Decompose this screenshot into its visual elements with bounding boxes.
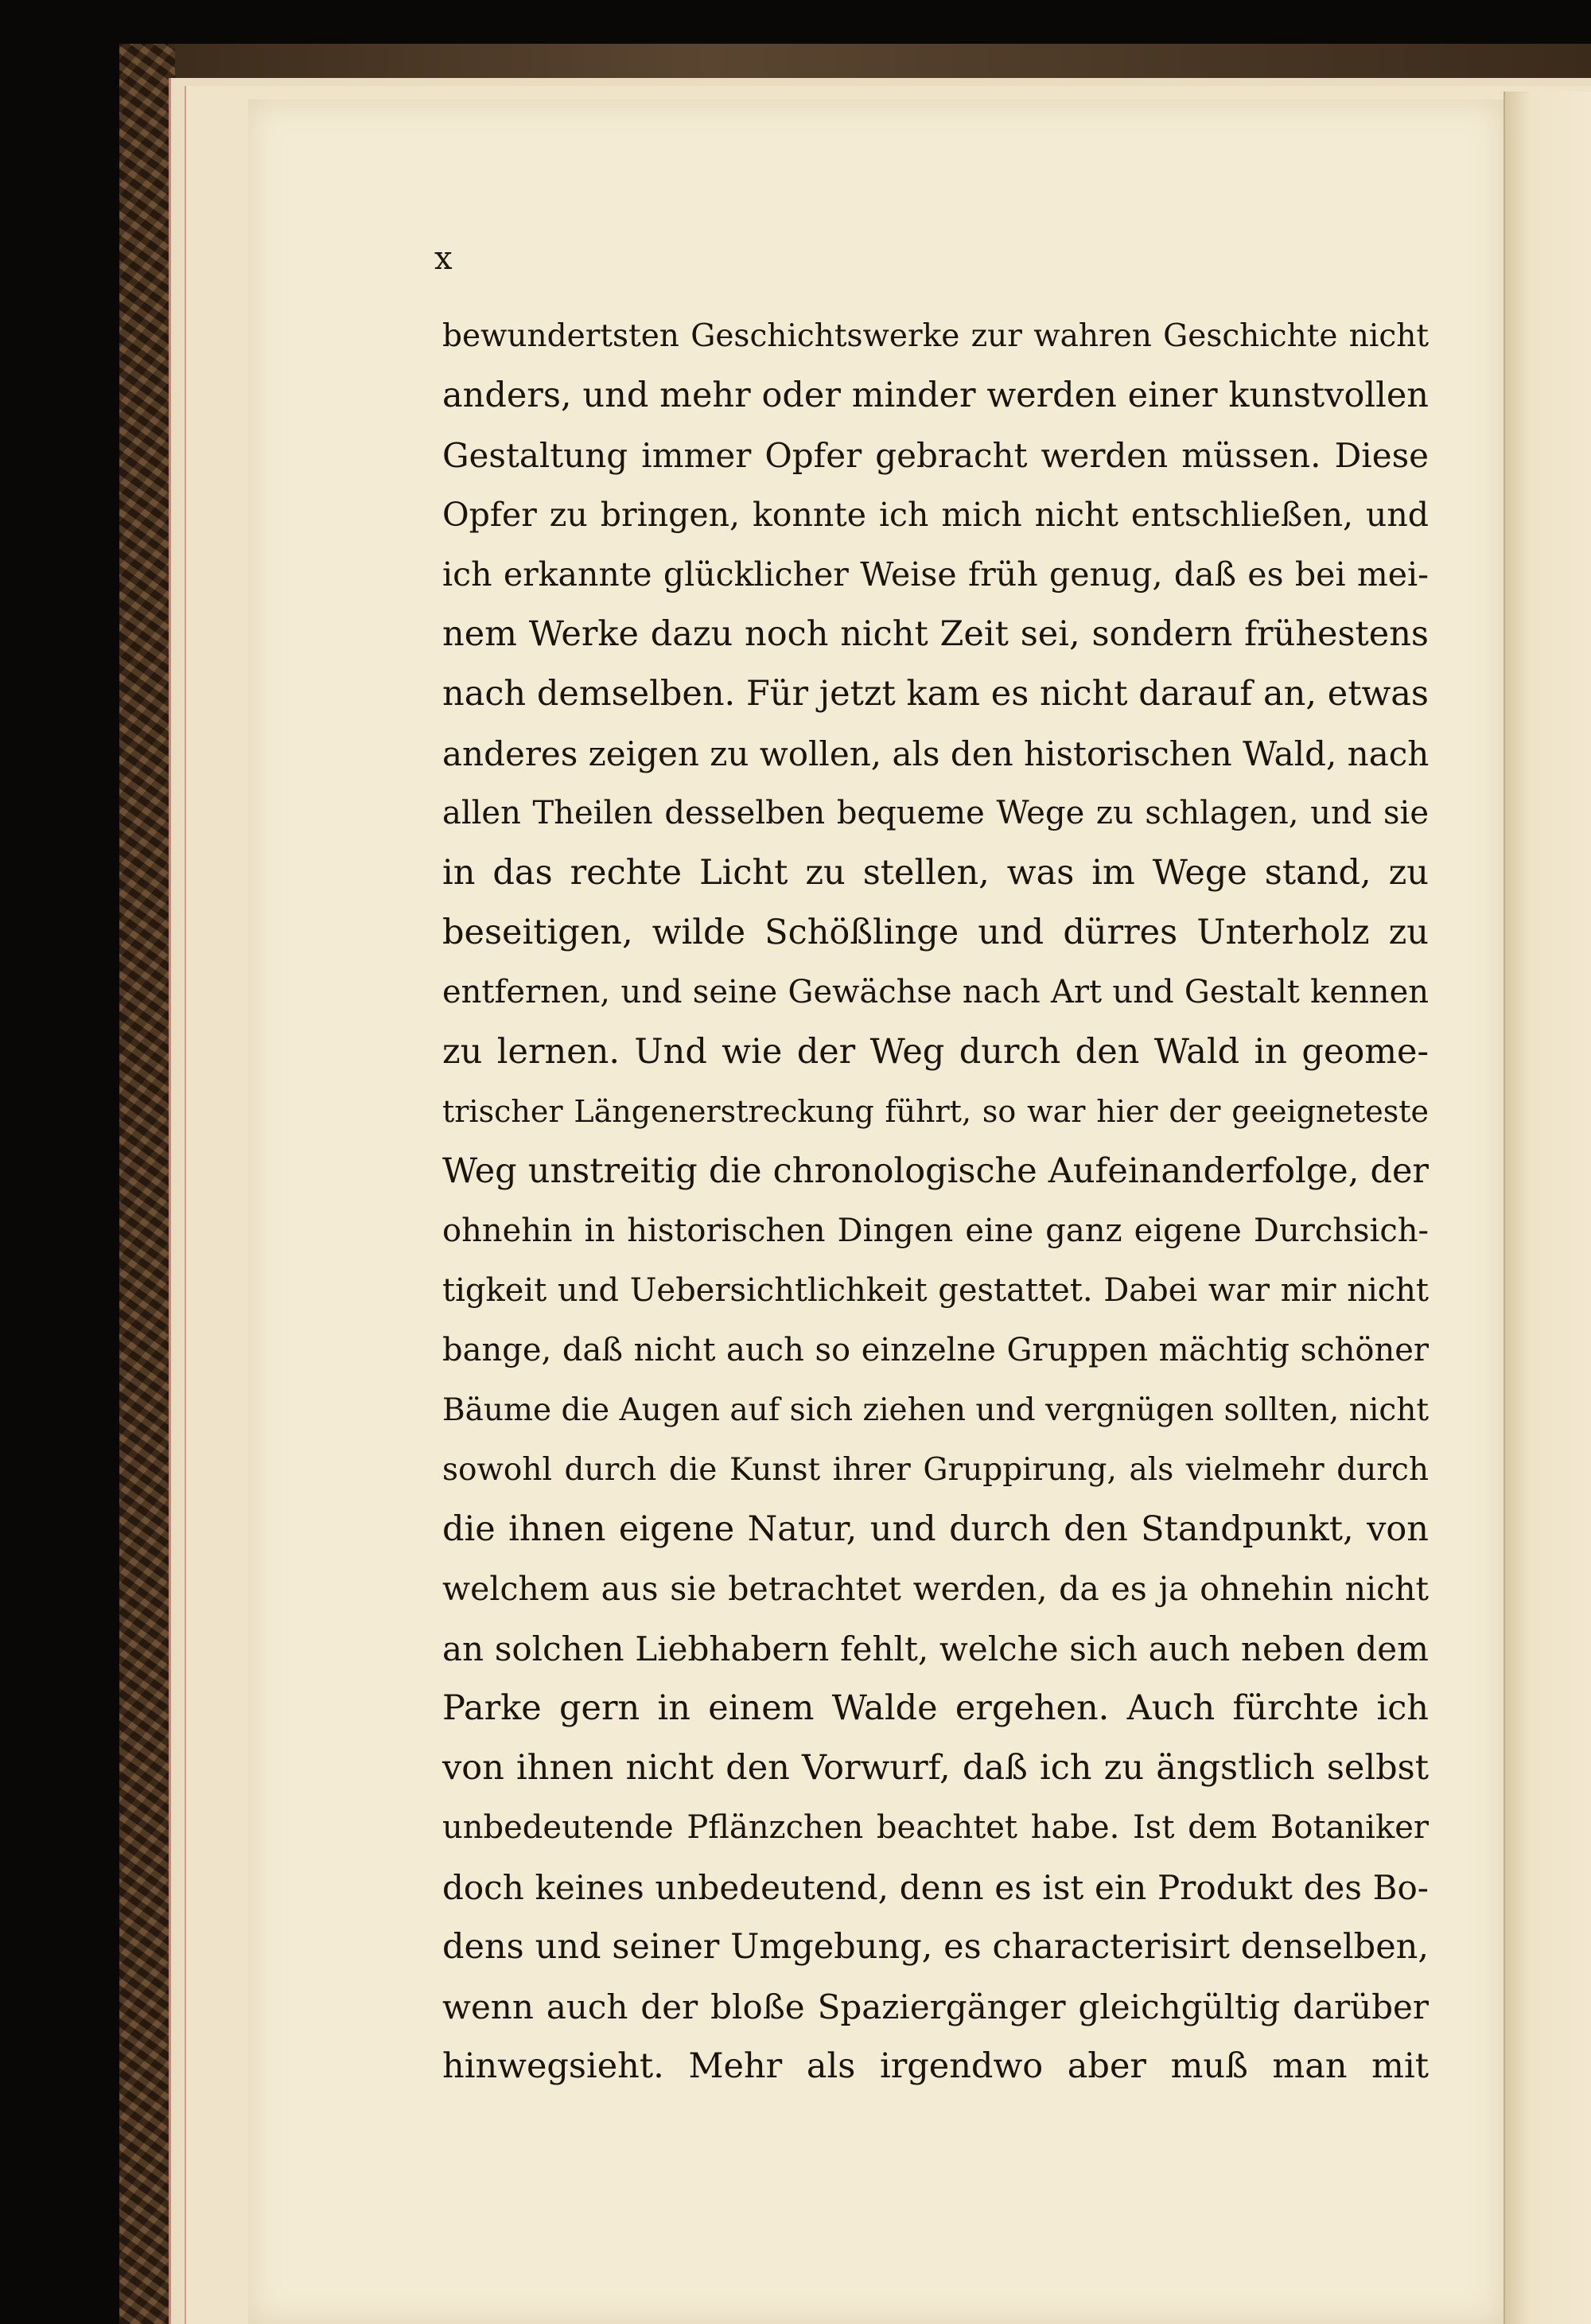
text-line: allen Theilen desselben bequeme Wege zu schlagen, und sie [442, 795, 1429, 831]
text-line: Opfer zu bringen, konnte ich mich nicht entschließen, und [442, 496, 1429, 534]
adjacent-page-edge [1503, 91, 1591, 2324]
text-line: an solchen Liebhabern fehlt, welche sich auch neben dem [442, 1629, 1429, 1668]
page-number: x [434, 240, 453, 277]
text-line: beseitigen, wilde Schößlinge und dürres Unterholz zu [442, 913, 1429, 952]
text-line: entfernen, und seine Gewächse nach Art und Gestalt kennen [442, 974, 1429, 1010]
text-line: sowohl durch die Kunst ihrer Gruppirung, als vielmehr durch [442, 1452, 1429, 1488]
text-line: nach demselben. Für jetzt kam es nicht darauf an, etwas [442, 674, 1429, 714]
text-line: trischer Längenerstreckung führt, so war hier der geeigneteste [442, 1094, 1429, 1129]
text-line: dens und seiner Umgebung, es characterisirt denselben, [442, 1927, 1429, 1967]
text-line: wenn auch der bloße Spaziergänger gleichgültig darüber [442, 1987, 1429, 2026]
text-line: Gestaltung immer Opfer gebracht werden müssen. Diese [442, 436, 1429, 475]
text-line: anders, und mehr oder minder werden einer kunstvollen [442, 376, 1429, 415]
text-line: tigkeit und Uebersichtlichkeit gestattet. Dabei war mir nicht [442, 1272, 1429, 1309]
text-line: in das rechte Licht zu stellen, was im Wege stand, zu [442, 853, 1429, 893]
text-line: die ihnen eigene Natur, und durch den Standpunkt, von [442, 1509, 1429, 1549]
text-line: ich erkannte glücklicher Weise früh genug, daß es bei mei- [442, 555, 1429, 594]
marbled-edge [119, 44, 175, 2324]
text-line: bange, daß nicht auch so einzelne Gruppen mächtig schöner [442, 1332, 1429, 1368]
text-line: hinwegsieht. Mehr als irgendwo aber muß man mit [442, 2046, 1429, 2086]
text-line: Parke gern in einem Walde ergehen. Auch fürchte ich [442, 1688, 1429, 1728]
text-line: welchem aus sie betrachtet werden, da es ja ohnehin nicht [442, 1570, 1429, 1608]
text-line: ohnehin in historischen Dingen eine ganz eigene Durchsich- [442, 1213, 1429, 1249]
text-line: doch keines unbedeutend, denn es ist ein Produkt des Bo- [442, 1868, 1429, 1907]
text-line: nem Werke dazu noch nicht Zeit sei, sondern frühestens [442, 614, 1429, 654]
text-line: von ihnen nicht den Vorwurf, daß ich zu ängstlich selbst [442, 1748, 1429, 1788]
body-text [442, 306, 1429, 2096]
text-line: Weg unstreitig die chronologische Aufeinanderfolge, der [442, 1151, 1429, 1191]
text-line: Bäume die Augen auf sich ziehen und vergnügen sollten, nicht [442, 1392, 1429, 1428]
text-line: bewundertsten Geschichtswerke zur wahren Geschichte nicht [442, 318, 1429, 354]
text-line: anderes zeigen zu wollen, als den historischen Wald, nach [442, 734, 1430, 773]
text-line: unbedeutende Pflänzchen beachtet habe. Ist dem Botaniker [442, 1809, 1429, 1846]
text-line: zu lernen. Und wie der Weg durch den Wald in geome- [442, 1032, 1429, 1072]
